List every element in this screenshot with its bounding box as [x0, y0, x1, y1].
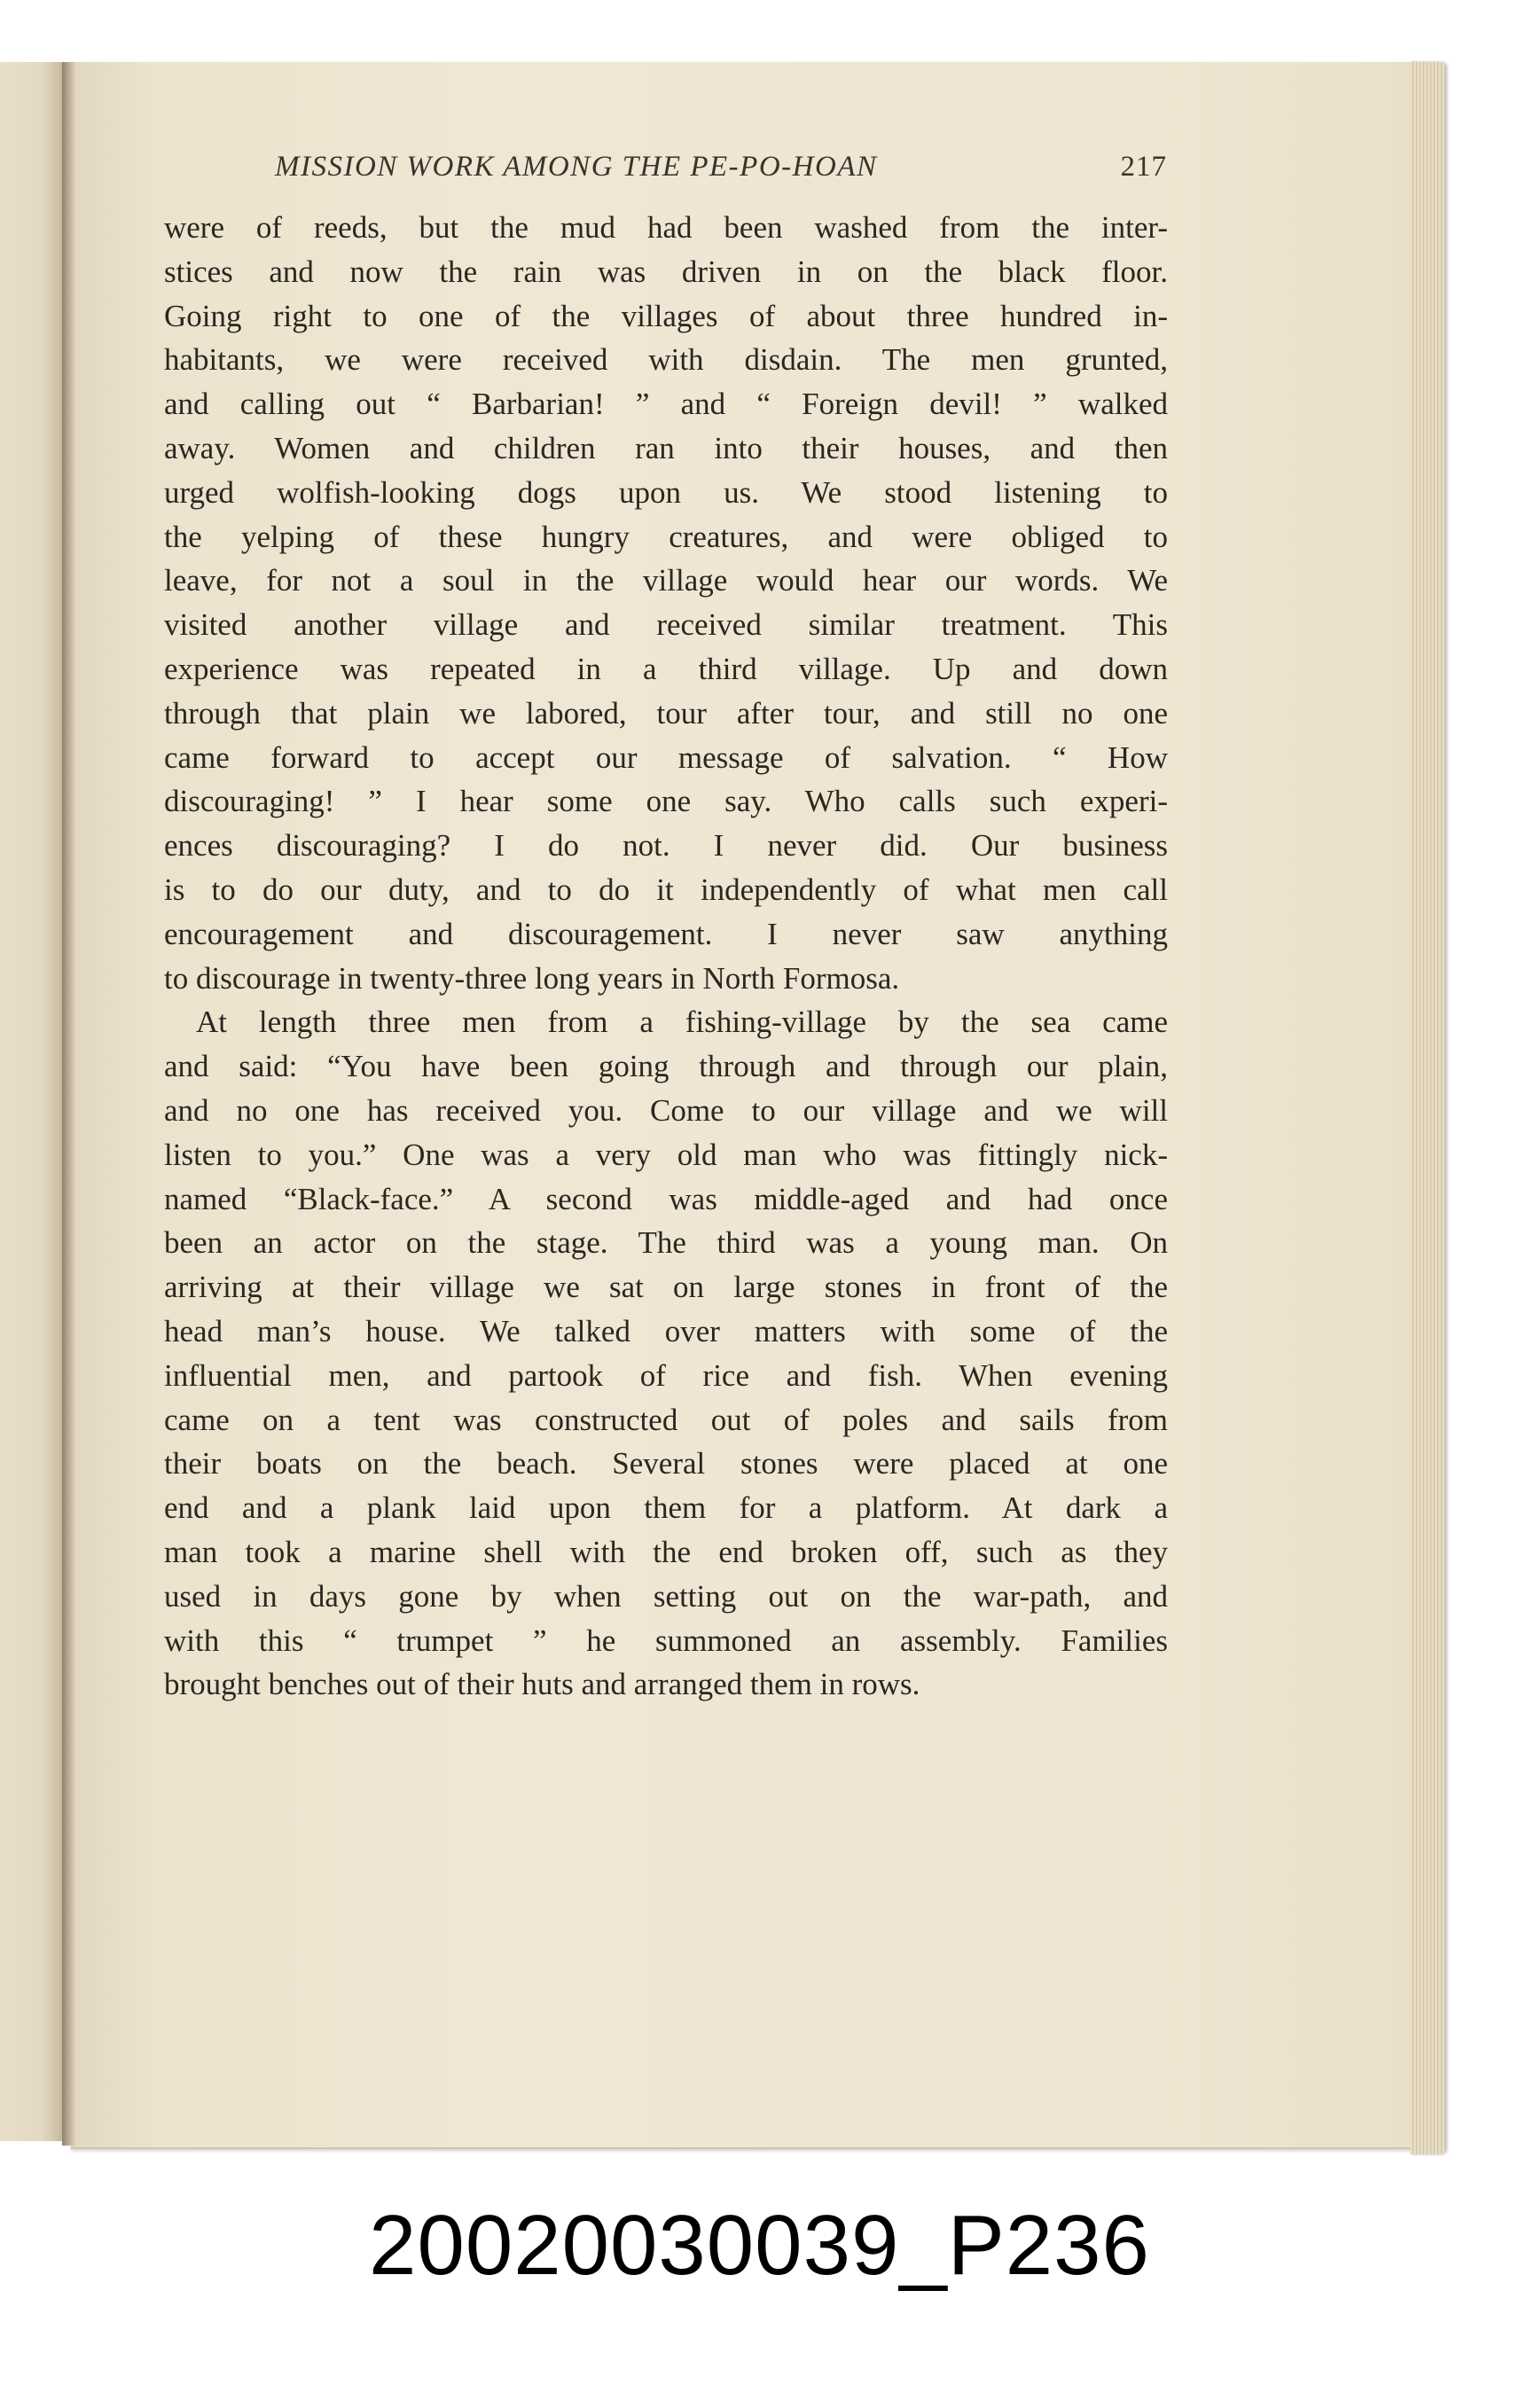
- text-line: to discourage in twenty-three long years in North Formosa.: [164, 960, 900, 996]
- text-line: their boats on the beach. Several stones were placed at one: [164, 1446, 1168, 1482]
- text-line: head man’s house. We talked over matters with some of the: [164, 1313, 1168, 1349]
- text-line: arriving at their village we sat on large stones in front of the: [164, 1270, 1168, 1305]
- text-line: end and a plank laid upon them for a platform. At dark a: [164, 1490, 1168, 1526]
- page-stack-edges: [1410, 62, 1445, 2154]
- paragraph: [164, 206, 1168, 1000]
- text-line: habitants, we were received with disdain. The men grunted,: [164, 342, 1168, 378]
- text-line: encouragement and discouragement. I never saw anything: [164, 916, 1168, 951]
- running-head-title: MISSION WORK AMONG THE PE-PO-HOAN: [275, 151, 878, 183]
- text-line: Going right to one of the villages of about three hundred in-: [164, 298, 1168, 333]
- text-line: leave, for not a soul in the village would hear our words. We: [164, 563, 1168, 598]
- text-line: through that plain we labored, tour after tour, and still no one: [164, 695, 1168, 731]
- text-line: is to do our duty, and to do it independently of what men call: [164, 872, 1168, 907]
- text-line: the yelping of these hungry creatures, and were obliged to: [164, 519, 1168, 554]
- text-line: At length three men from a fishing-village by the sea came: [196, 1005, 1168, 1040]
- text-line: discouraging! ” I hear some one say. Who calls such experi-: [164, 784, 1168, 819]
- text-line: with this “ trumpet ” he summoned an assembly. Families: [164, 1622, 1168, 1658]
- book-gutter: [62, 62, 76, 2146]
- text-line: urged wolfish-looking dogs upon us. We stood listening to: [164, 474, 1168, 510]
- text-line: were of reeds, but the mud had been washed from the inter-: [164, 210, 1168, 245]
- text-line: listen to you.” One was a very old man who was fittingly nick-: [164, 1137, 1168, 1172]
- text-line: away. Women and children ran into their houses, and then: [164, 430, 1168, 465]
- text-line: used in days gone by when setting out on the war-path, and: [164, 1578, 1168, 1614]
- body-text: [164, 206, 1168, 1707]
- text-line: influential men, and partook of rice and fish. When evening: [164, 1357, 1168, 1393]
- paragraph: [164, 1000, 1168, 1707]
- page-number: 217: [1120, 151, 1167, 183]
- text-line: man took a marine shell with the end broken off, such as they: [164, 1534, 1168, 1569]
- text-line: came forward to accept our message of salvation. “ How: [164, 739, 1168, 775]
- text-line: named “Black-face.” A second was middle-aged and had once: [164, 1181, 1168, 1216]
- text-line: and said: “You have been going through and through our plain,: [164, 1049, 1168, 1084]
- text-line: came on a tent was constructed out of poles and sails from: [164, 1402, 1168, 1437]
- text-line: stices and now the rain was driven in on the black floor.: [164, 254, 1168, 289]
- left-facing-page-edge: [0, 62, 69, 2141]
- text-line: and calling out “ Barbarian! ” and “ Foreign devil! ” walked: [164, 387, 1168, 422]
- text-line: and no one has received you. Come to our village and we will: [164, 1092, 1168, 1128]
- text-line: been an actor on the stage. The third was a young man. On: [164, 1225, 1168, 1261]
- text-line: ences discouraging? I do not. I never did. Our business: [164, 828, 1168, 864]
- text-line: brought benches out of their huts and arranged them in rows.: [164, 1667, 920, 1702]
- running-head: [275, 151, 1167, 204]
- text-line: experience was repeated in a third village. Up and down: [164, 651, 1168, 686]
- image-id-caption: 20020030039_P236: [369, 2198, 1150, 2293]
- text-line: visited another village and received similar treatment. This: [164, 607, 1168, 643]
